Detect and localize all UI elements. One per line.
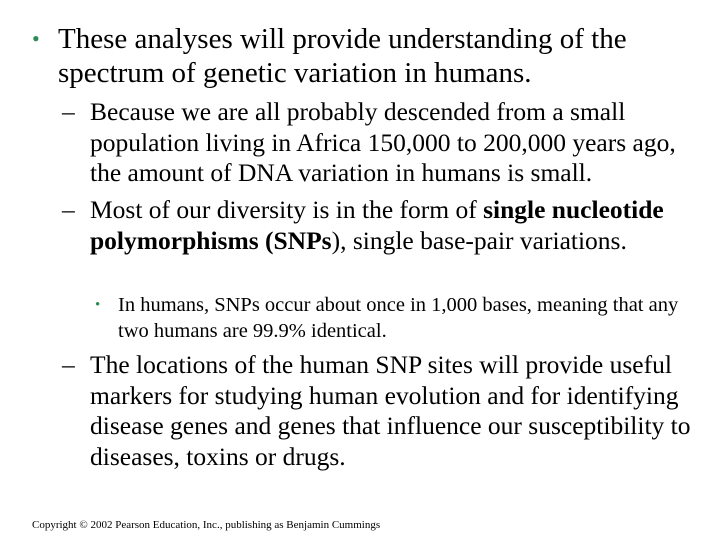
copyright-footer: Copyright © 2002 Pearson Education, Inc., publishing as Benjamin Cummings — [32, 519, 381, 531]
bullet-dot-icon: • — [32, 26, 40, 51]
snps-text-after: ), single base-pair variations. — [331, 225, 627, 255]
main-bullet — [32, 22, 702, 90]
sub-bullet-snp-sites — [62, 350, 702, 472]
dash-bullet-icon: – — [62, 97, 75, 126]
main-bullet-text: These analyses will provide understanding of the spectrum of genetic variation in humans. — [58, 23, 627, 89]
dash-bullet-icon: – — [62, 195, 75, 224]
snps-text-before: Most of our diversity is in the form of — [90, 195, 484, 224]
sub-bullet-snps-text — [90, 195, 702, 256]
sub-bullet-snps — [62, 195, 702, 256]
dash-bullet-icon: – — [62, 350, 75, 379]
snp-detail-bullet — [95, 292, 705, 344]
sub-bullet-ancestry-text: Because we are all probably descended from a small population living in Africa 150,000 to 200,000 years ago, the amount of DNA variation in humans is small. — [90, 97, 676, 187]
sub-bullet-snp-sites-text: The locations of the human SNP sites will provide useful markers for studying human evolution and for identifying disease genes and genes that influence our susceptibility to diseases, toxins or drugs. — [90, 350, 691, 471]
snp-detail-text: In humans, SNPs occur about once in 1,000 bases, meaning that any two humans are 99.9% identical. — [118, 294, 679, 342]
sub-bullet-ancestry — [62, 97, 702, 189]
bullet-dot-icon: • — [95, 297, 101, 313]
snps-term-bold: single nucleotide polymorphisms (SNPs — [90, 195, 664, 255]
